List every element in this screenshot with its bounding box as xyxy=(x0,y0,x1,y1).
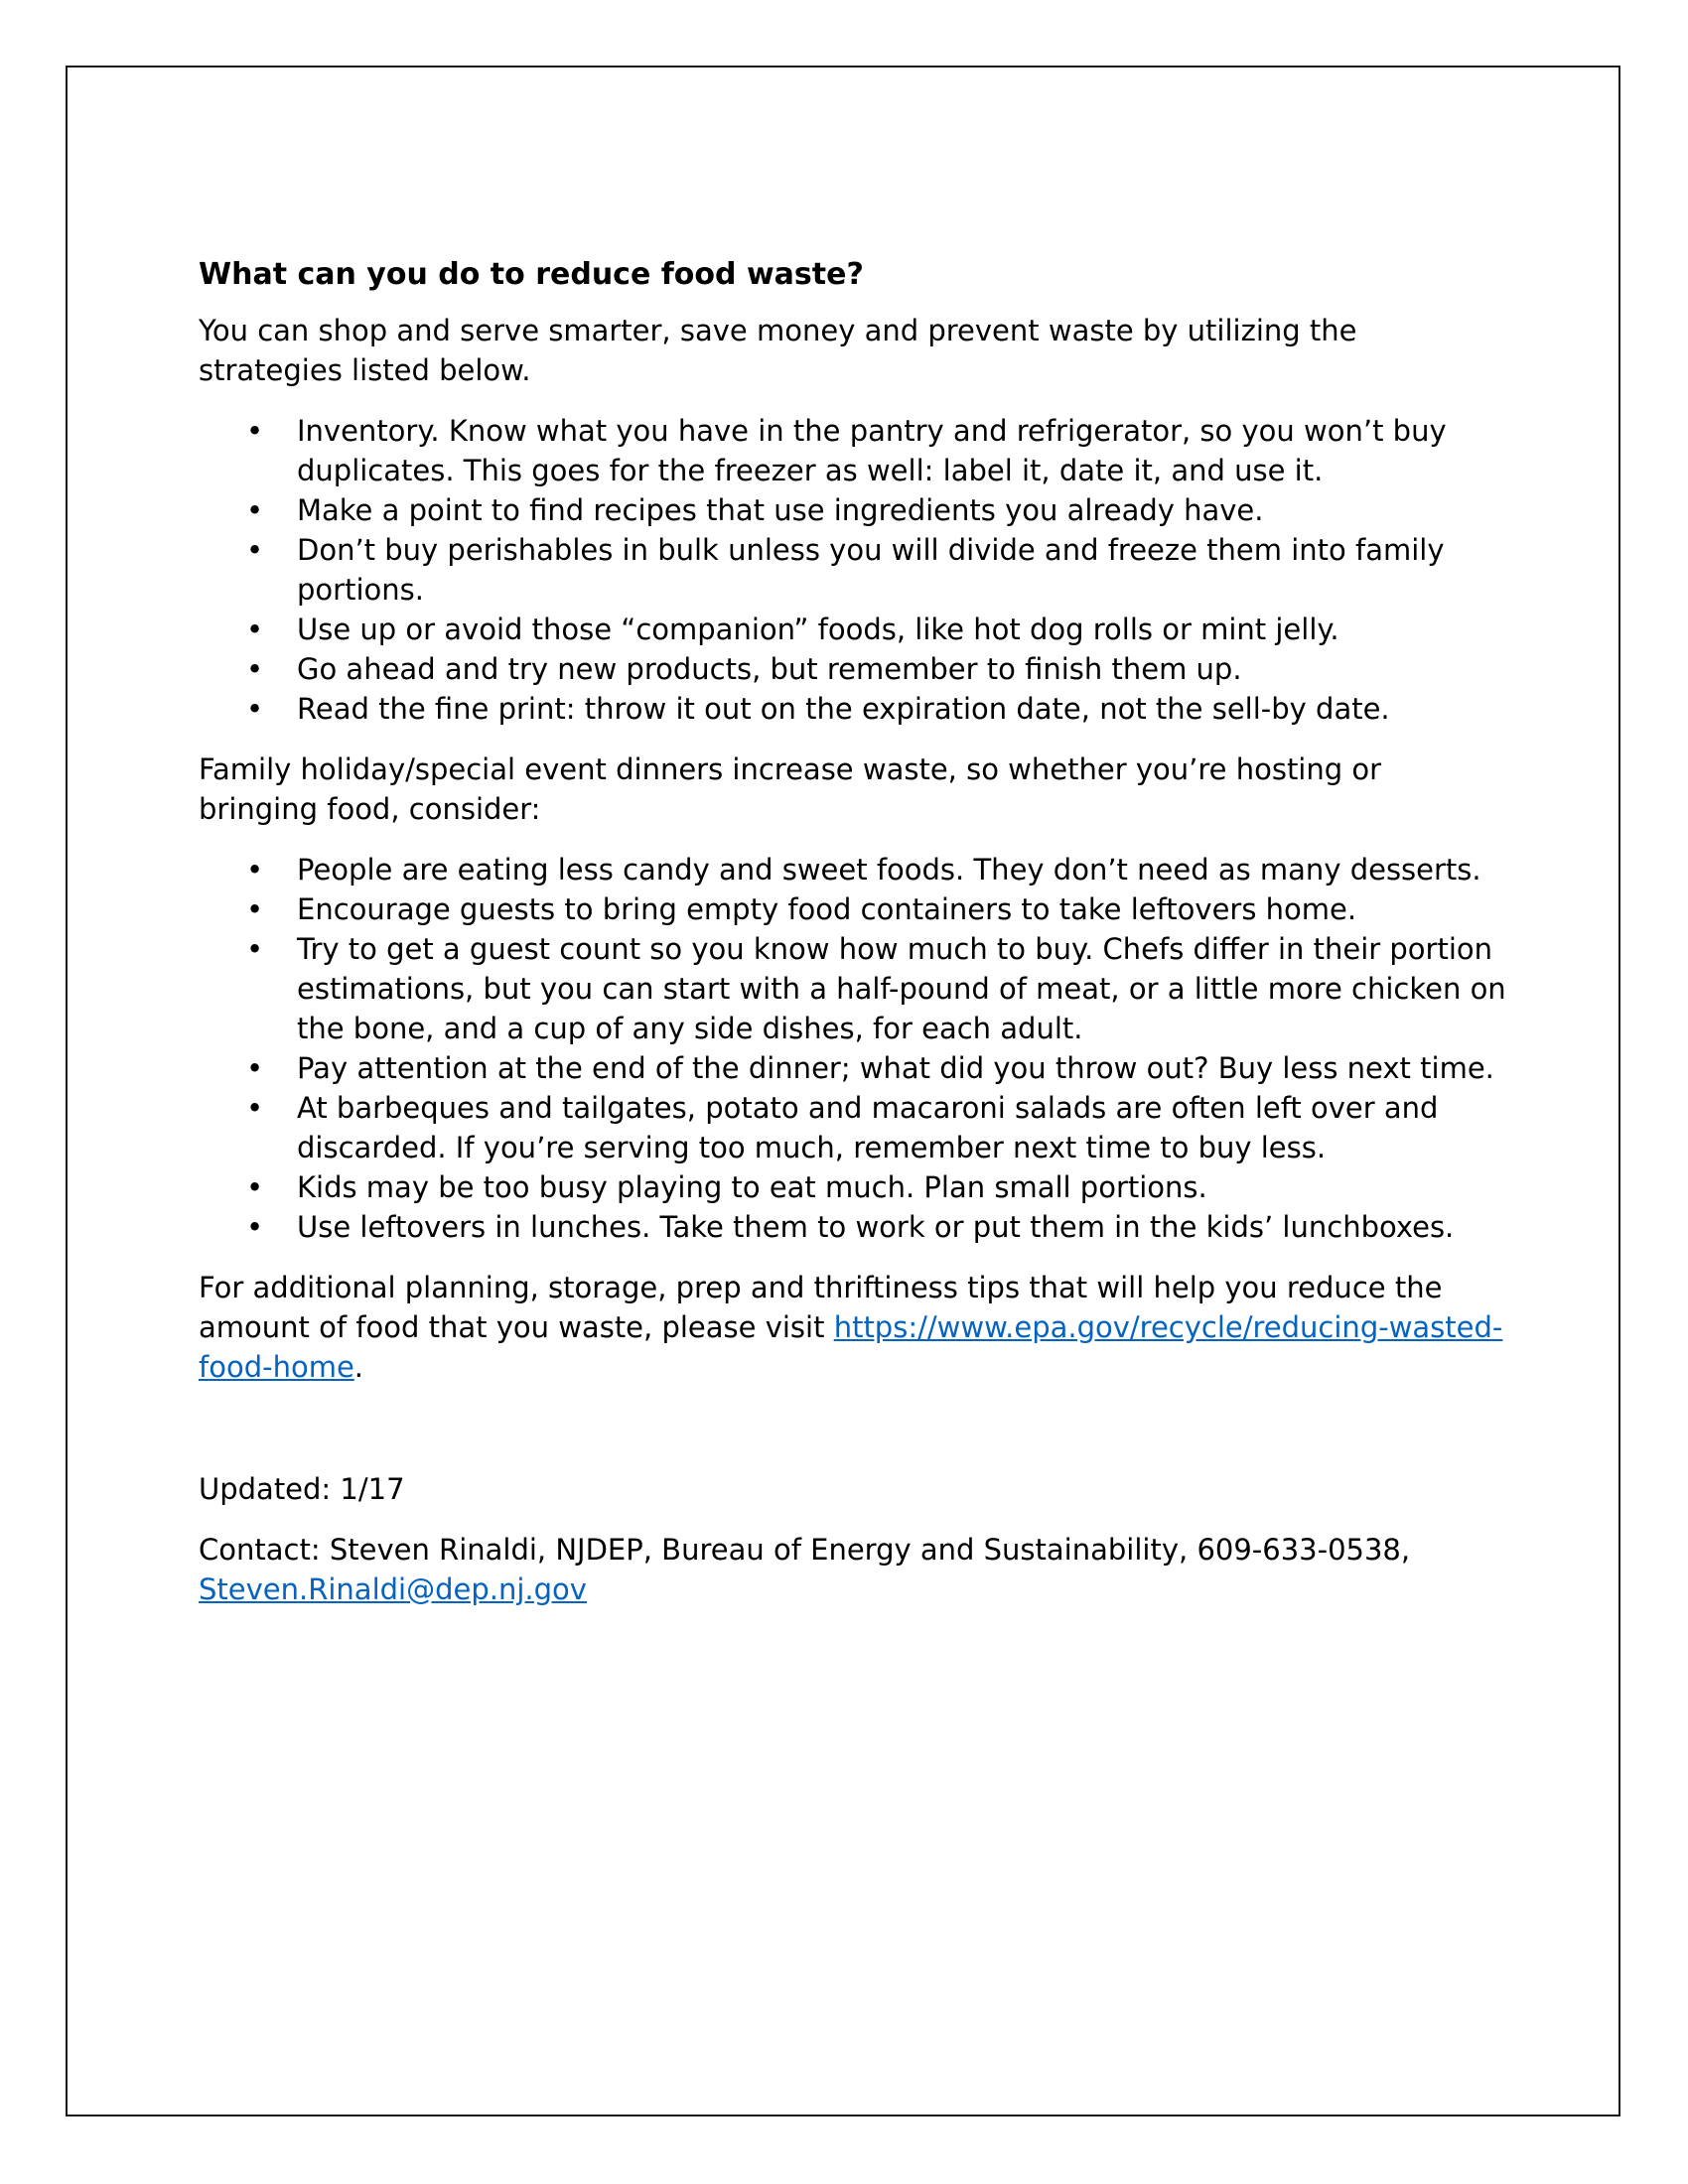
list-item xyxy=(199,1167,1509,1207)
list-item xyxy=(199,1048,1509,1088)
bullet-icon: • xyxy=(246,932,264,966)
list-item-text: Pay attention at the end of the dinner; what did you throw out? Buy less next time. xyxy=(297,1051,1494,1085)
contact-text: Contact: Steven Rinaldi, NJDEP, Bureau of Energy and Sustainability, 609-633-0538, xyxy=(199,1533,1411,1567)
list-item xyxy=(199,530,1509,610)
shopping-tips-list xyxy=(199,411,1509,729)
additional-info-text: For additional planning, storage, prep and thriftiness tips that will help you reduce the amount of food that you waste, please visit xyxy=(199,1271,1443,1344)
list-item xyxy=(199,610,1509,649)
list-item xyxy=(199,411,1509,490)
list-item-text: Inventory. Know what you have in the pantry and refrigerator, so you won’t buy duplicates. This goes for the freezer as well: label it, date it, and use it. xyxy=(297,414,1447,487)
contact-paragraph xyxy=(199,1530,1509,1609)
list-item-text: Use leftovers in lunches. Take them to work or put them in the kids’ lunchboxes. xyxy=(297,1210,1455,1244)
list-item-text: At barbeques and tailgates, potato and macaroni salads are often left over and discarded. If you’re serving too much, remember next time to buy less. xyxy=(297,1091,1439,1164)
bullet-icon: • xyxy=(246,652,264,686)
bullet-icon: • xyxy=(246,692,264,726)
list-item xyxy=(199,1207,1509,1247)
bullet-icon: • xyxy=(246,1170,264,1204)
list-item-text: People are eating less candy and sweet foods. They don’t need as many desserts. xyxy=(297,853,1481,887)
list-item xyxy=(199,649,1509,689)
list-item xyxy=(199,850,1509,889)
list-item-text: Encourage guests to bring empty food containers to take leftovers home. xyxy=(297,892,1357,926)
additional-info-end: . xyxy=(353,1350,363,1384)
bullet-icon: • xyxy=(246,853,264,887)
bullet-icon: • xyxy=(246,1210,264,1244)
holiday-tips-list xyxy=(199,850,1509,1247)
bullet-icon: • xyxy=(246,1091,264,1125)
holiday-paragraph: Family holiday/special event dinners increase waste, so whether you’re hosting or bringing food, consider: xyxy=(199,752,1382,826)
list-item xyxy=(199,1088,1509,1167)
bullet-icon: • xyxy=(246,613,264,646)
list-item xyxy=(199,889,1509,929)
list-item-text: Read the fine print: throw it out on the expiration date, not the sell-by date. xyxy=(297,692,1390,726)
bullet-icon: • xyxy=(246,892,264,926)
bullet-icon: • xyxy=(246,414,264,448)
bullet-icon: • xyxy=(246,1051,264,1085)
list-item-text: Make a point to find recipes that use ingredients you already have. xyxy=(297,493,1264,527)
list-item-text: Kids may be too busy playing to eat much. Plan small portions. xyxy=(297,1170,1207,1204)
contact-email-link[interactable]: Steven.Rinaldi@dep.nj.gov xyxy=(199,1572,587,1606)
list-item-text: Use up or avoid those “companion” foods, like hot dog rolls or mint jelly. xyxy=(297,613,1339,646)
spacer xyxy=(199,1408,1509,1469)
list-item-text: Don’t buy perishables in bulk unless you will divide and freeze them into family portions. xyxy=(297,533,1445,607)
document-body xyxy=(199,248,1509,1630)
intro-paragraph: You can shop and serve smarter, save money and prevent waste by utilizing the strategies listed below. xyxy=(199,314,1357,387)
list-item xyxy=(199,490,1509,530)
bullet-icon: • xyxy=(246,493,264,527)
list-item-text: Go ahead and try new products, but remember to finish them up. xyxy=(297,652,1242,686)
epa-link[interactable]: https://www.epa.gov/recycle/reducing-wasted-food-home xyxy=(199,1310,1503,1384)
bullet-icon: • xyxy=(246,533,264,567)
updated-date: Updated: 1/17 xyxy=(199,1472,405,1506)
list-item xyxy=(199,929,1509,1048)
additional-info-paragraph xyxy=(199,1268,1509,1387)
list-item-text: Try to get a guest count so you know how much to buy. Chefs differ in their portion estimations, but you can start with a half-pound of meat, or a little more chicken on the bone, and a cup of any side dishes, for each adult. xyxy=(297,932,1506,1045)
section-heading: What can you do to reduce food waste? xyxy=(199,257,864,292)
list-item xyxy=(199,689,1509,729)
